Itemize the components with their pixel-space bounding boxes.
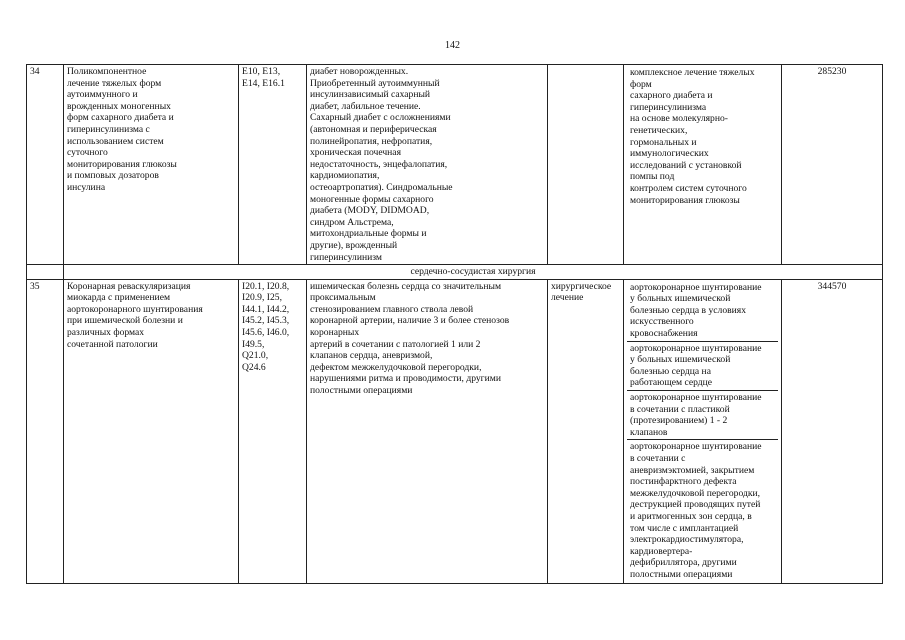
- text-line: у больных ишемической: [630, 293, 731, 305]
- text-line: диабет, лабильное течение.: [310, 100, 421, 112]
- text-line: дефектом межжелудочковой перегородки,: [310, 361, 482, 373]
- text-line: мониторирования глюкозы: [67, 158, 177, 170]
- text-line: (автономная и периферическая: [310, 123, 437, 135]
- section-title: сердечно-сосудистая хирургия: [64, 265, 883, 280]
- text-line: форм сахарного диабета и: [67, 112, 174, 124]
- method-item: [627, 391, 778, 440]
- text-line: (протезированием) 1 - 2: [630, 415, 728, 427]
- text-line: диабета (MODY, DIDMOAD,: [310, 205, 430, 217]
- text-line: деструкцией проводящих путей: [630, 499, 761, 511]
- price: 285230: [782, 65, 883, 265]
- text-line: хирургическое: [551, 280, 612, 292]
- text-line: остеоартропатия). Синдромальные: [310, 181, 453, 193]
- text-line: Q21.0,: [242, 350, 269, 362]
- text-line: кардиовертера-: [630, 545, 693, 557]
- text-line: коронарной артерии, наличие 3 и более стенозов: [310, 315, 510, 327]
- treatment-type: [548, 279, 624, 583]
- method-item: [627, 342, 778, 391]
- service-name: [64, 65, 239, 265]
- text-line: аутоиммунного и: [67, 89, 138, 101]
- text-line: в сочетании с: [630, 453, 686, 464]
- text-line: I20.1, I20.8,: [242, 280, 290, 292]
- page-number: 142: [445, 40, 460, 51]
- text-line: E10, E13,: [242, 66, 281, 77]
- row-number: 35: [27, 279, 64, 583]
- method-item: [627, 281, 778, 342]
- text-line: лечение: [551, 292, 584, 304]
- text-line: аневризмэктомией, закрытием: [630, 464, 755, 476]
- text-line: E14, E16.1: [242, 77, 285, 89]
- text-line: клапанов: [630, 426, 668, 438]
- text-line: различных формах: [67, 327, 145, 339]
- text-line: помпы под: [630, 171, 675, 183]
- text-line: сочетанной патологии: [67, 338, 158, 350]
- text-line: полинейропатия, нефропатия,: [310, 135, 433, 147]
- method-item: [627, 66, 778, 207]
- text-line: кардиомиопатия,: [310, 170, 380, 182]
- text-line: клапанов сердца, аневризмой,: [310, 350, 433, 362]
- text-line: форм: [630, 78, 652, 90]
- text-line: в сочетании с пластикой: [630, 403, 730, 415]
- text-line: врожденных моногенных: [67, 100, 171, 112]
- price: 344570: [782, 279, 883, 583]
- text-line: постинфарктного дефекта: [630, 476, 737, 488]
- text-line: аортокоронарное шунтирование: [630, 441, 762, 453]
- text-line: гиперинсулинизма: [630, 101, 707, 113]
- text-line: контролем систем суточного: [630, 182, 747, 194]
- text-line: на основе молекулярно-: [630, 113, 728, 125]
- text-line: болезнью сердца на: [630, 365, 711, 377]
- icd-codes: [239, 65, 307, 265]
- text-line: другие), врожденный: [310, 239, 398, 251]
- icd-codes: [239, 279, 307, 583]
- diagnosis: [307, 279, 548, 583]
- row-number: 34: [27, 65, 64, 265]
- text-line: работающем сердце: [630, 377, 713, 389]
- text-line: том числе с имплантацией: [630, 522, 739, 534]
- text-line: хроническая почечная: [310, 147, 401, 159]
- service-name: [64, 279, 239, 583]
- text-line: I44.1, I44.2,: [242, 303, 290, 315]
- text-line: полостными операциями: [310, 385, 413, 397]
- treatment-methods: [624, 65, 782, 265]
- text-line: Коронарная реваскуляризация: [67, 280, 191, 292]
- text-line: гиперинсулинизм: [310, 251, 382, 263]
- text-line: Сахарный диабет с осложнениями: [310, 112, 451, 124]
- text-line: кровоснабжения: [630, 328, 698, 340]
- text-line: суточного: [67, 147, 108, 159]
- table-row: [27, 279, 883, 583]
- services-table: [26, 64, 883, 584]
- text-line: I45.2, I45.3,: [242, 315, 290, 327]
- text-line: дефибриллятора, другими: [630, 557, 737, 569]
- text-line: миокарда с применением: [67, 292, 171, 304]
- text-line: аортокоронарное шунтирование: [630, 342, 762, 354]
- text-line: митохондриальные формы и: [310, 228, 427, 240]
- text-line: I49.5,: [242, 338, 265, 350]
- text-line: синдром Альстрема,: [310, 216, 394, 228]
- text-line: и аритмогенных зон сердца, в: [630, 510, 752, 522]
- text-line: межжелудочковой перегородки,: [630, 487, 761, 499]
- text-line: стенозированием главного ствола левой: [310, 303, 474, 315]
- text-line: ишемическая болезнь сердца со значительным: [310, 280, 502, 292]
- text-line: иммунологических: [630, 148, 709, 160]
- section-row: [27, 265, 883, 280]
- text-line: проксимальным: [310, 292, 376, 304]
- text-line: Поликомпонентное: [67, 66, 147, 77]
- text-line: лечение тяжелых форм: [67, 77, 162, 89]
- text-line: использованием систем: [67, 135, 164, 147]
- method-item: [627, 440, 778, 581]
- text-line: инсулинзависимый сахарный: [310, 89, 431, 101]
- text-line: искусственного: [630, 316, 694, 328]
- text-line: Приобретенный аутоиммунный: [310, 77, 440, 89]
- text-line: артерий в сочетании с патологией 1 или 2: [310, 338, 481, 350]
- text-line: гиперинсулинизма с: [67, 123, 150, 135]
- text-line: полостными операциями: [630, 568, 733, 580]
- text-line: при ишемической болезни и: [67, 315, 183, 327]
- text-line: генетических,: [630, 124, 688, 136]
- table-row: [27, 65, 883, 265]
- text-line: моногенные формы сахарного: [310, 193, 434, 205]
- text-line: у больных ишемической: [630, 354, 731, 366]
- text-line: гормональных и: [630, 136, 697, 148]
- text-line: недостаточность, энцефалопатия,: [310, 158, 448, 170]
- text-line: диабет новорожденных.: [310, 66, 409, 77]
- text-line: инсулина: [67, 181, 106, 193]
- text-line: комплексное лечение тяжелых: [630, 67, 755, 78]
- text-line: аортокоронарное шунтирование: [630, 392, 762, 404]
- treatment-type: [548, 65, 624, 265]
- text-line: сахарного диабета и: [630, 90, 713, 102]
- diagnosis: [307, 65, 548, 265]
- text-line: аортокоронарного шунтирования: [67, 303, 203, 315]
- text-line: и помповых дозаторов: [67, 170, 159, 182]
- text-line: I20.9, I25,: [242, 292, 282, 304]
- section-spacer: [27, 265, 64, 280]
- text-line: нарушениями ритма и проводимости, другими: [310, 373, 501, 385]
- treatment-methods: [624, 279, 782, 583]
- text-line: аортокоронарное шунтирование: [630, 281, 762, 293]
- text-line: мониторирования глюкозы: [630, 194, 740, 206]
- text-line: исследований с установкой: [630, 159, 742, 171]
- text-line: электрокардиостимулятора,: [630, 534, 744, 546]
- text-line: I45.6, I46.0,: [242, 327, 290, 339]
- text-line: болезнью сердца в условиях: [630, 304, 746, 316]
- text-line: коронарных: [310, 327, 360, 339]
- text-line: Q24.6: [242, 361, 266, 373]
